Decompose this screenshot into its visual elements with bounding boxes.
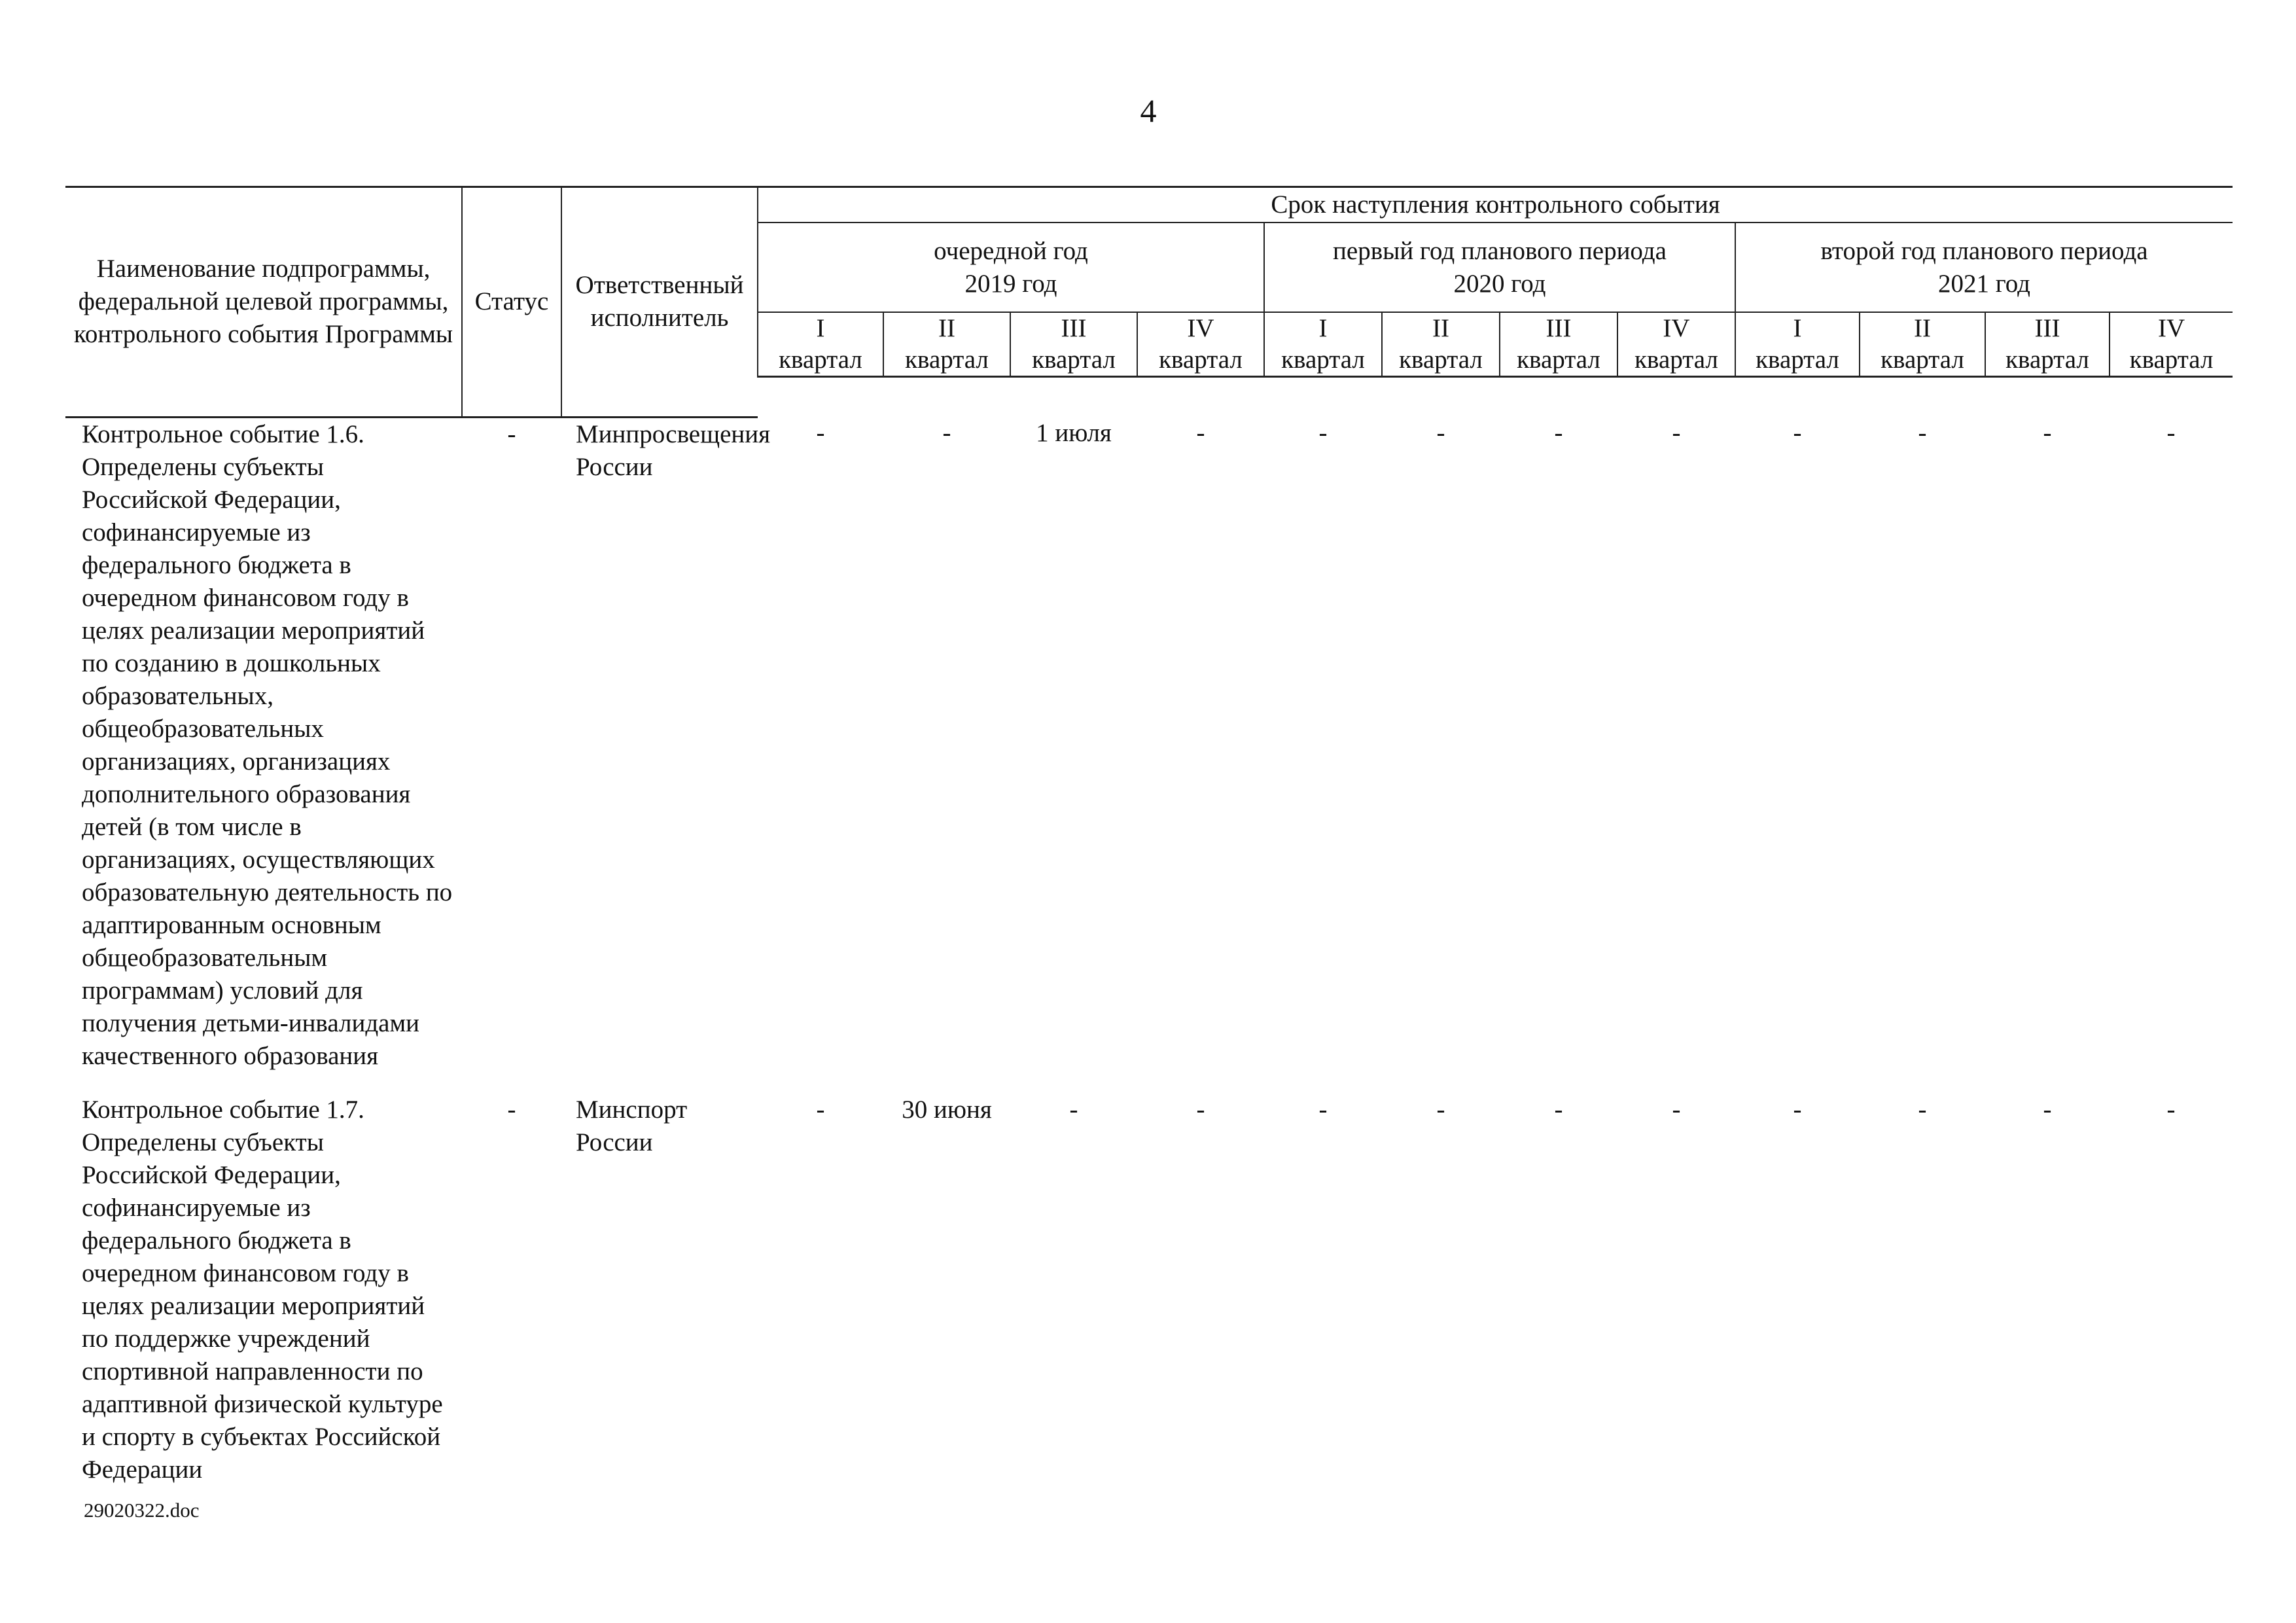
quarter-value: - — [1918, 419, 1927, 447]
control-events-table — [65, 186, 2233, 1486]
quarter-value: - — [816, 1095, 825, 1124]
quarter-value: - — [1318, 1095, 1328, 1124]
year-2019-title: очередной год — [934, 236, 1088, 265]
quarter-value: - — [2166, 419, 2176, 447]
document-filename: 29020322.doc — [84, 1499, 200, 1522]
quarter-header: I квартал — [1735, 312, 1860, 377]
header-year-2019 — [758, 223, 1264, 312]
header-year-2021 — [1735, 223, 2233, 312]
quarter-header: II квартал — [883, 312, 1010, 377]
quarter-value: - — [1918, 1095, 1927, 1124]
event-status: - — [507, 1095, 516, 1124]
table-row — [65, 417, 2233, 1073]
quarter-header: IV квартал — [1137, 312, 1264, 377]
header-status-column: Статус — [462, 187, 561, 418]
quarter-header: I квартал — [758, 312, 883, 377]
quarter-header: III квартал — [1500, 312, 1617, 377]
quarter-value: - — [2043, 419, 2052, 447]
quarter-value: - — [816, 419, 825, 447]
event-executor: Минпросвещения России — [576, 419, 771, 481]
quarter-header: IV квартал — [1617, 312, 1735, 377]
quarter-header: IV квартал — [2110, 312, 2233, 377]
header-deadline: Срок наступления контрольного события — [758, 187, 2233, 223]
quarter-value: - — [1196, 419, 1205, 447]
quarter-value: - — [1069, 1095, 1078, 1124]
quarter-value: - — [1554, 419, 1563, 447]
event-name: Контрольное событие 1.6. Определены субъекты Российской Федерации, софинансируемые из федерального бюджета в очередном финансовом году в целях реализации мероприятий по созданию в дошкольных образовательных, общеобразовательных организациях, организациях дополнительного образования детей (в том числе в организациях, осуществляющих образовательную деятельность по адаптированным основным общеобразовательным программам) условий для получения детьми-инвалидами качественного образования — [82, 419, 453, 1070]
year-2020-label: 2020 год — [1453, 269, 1546, 298]
quarter-value: - — [1436, 1095, 1445, 1124]
quarter-value: - — [1672, 1095, 1681, 1124]
quarter-value: 1 июля — [1036, 419, 1112, 447]
quarter-header: I квартал — [1264, 312, 1382, 377]
event-name: Контрольное событие 1.7. Определены субъекты Российской Федерации, софинансируемые из федерального бюджета в очередном финансовом году в целях реализации мероприятий по поддержке учреждений спортивной направленности по адаптивной физической культуре и спорту в субъектах Российской Федерации — [82, 1095, 443, 1484]
quarter-value: - — [1672, 419, 1681, 447]
year-2021-title: второй год планового периода — [1820, 236, 2148, 265]
event-executor: Минспорт России — [576, 1095, 688, 1156]
page-number: 4 — [1140, 92, 1157, 129]
table-row — [65, 1094, 2233, 1486]
quarter-header: II квартал — [1382, 312, 1500, 377]
quarter-value: - — [942, 419, 951, 447]
header-executor-column: Ответственный исполнитель — [561, 187, 758, 418]
year-2019-label: 2019 год — [964, 269, 1057, 298]
year-2020-title: первый год планового периода — [1333, 236, 1667, 265]
quarter-header: III квартал — [1985, 312, 2110, 377]
quarter-value: - — [1793, 1095, 1802, 1124]
header-name-column: Наименование подпрограммы, федеральной целевой программы, контрольного события Программы — [65, 187, 462, 418]
quarter-header: III квартал — [1010, 312, 1137, 377]
quarter-value: - — [1793, 419, 1802, 447]
header-year-2020 — [1264, 223, 1735, 312]
quarter-header: II квартал — [1860, 312, 1985, 377]
quarter-value: - — [1436, 419, 1445, 447]
quarter-value: 30 июня — [902, 1095, 992, 1124]
quarter-value: - — [1318, 419, 1328, 447]
quarter-value: - — [1554, 1095, 1563, 1124]
event-status: - — [507, 419, 516, 448]
quarter-value: - — [1196, 1095, 1205, 1124]
quarter-value: - — [2166, 1095, 2176, 1124]
quarter-value: - — [2043, 1095, 2052, 1124]
year-2021-label: 2021 год — [1938, 269, 2031, 298]
